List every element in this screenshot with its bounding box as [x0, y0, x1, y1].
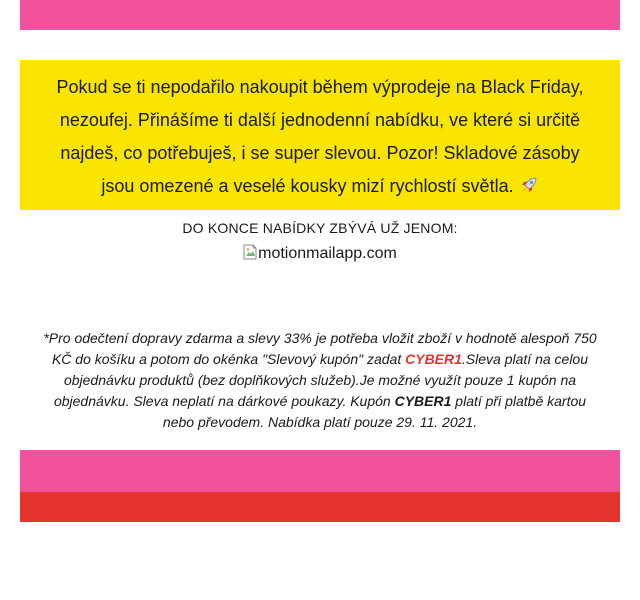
bottom-pink-banner	[20, 450, 620, 492]
coupon-code-red: CYBER1	[405, 351, 462, 367]
promo-text-block	[20, 60, 620, 210]
top-pink-banner	[20, 0, 620, 30]
coupon-code-bold: CYBER1	[394, 393, 452, 409]
promo-text: Pokud se ti nepodařilo nakoupit během výprodeje na Black Friday, nezoufej. Přinášíme ti další jednodenní nabídku, ve které si určitě najdeš, co potřebuješ, i se super slevou. Pozor! Skladové zásoby jsou omezené a veselé kousky mizí rychlostí světla.	[56, 77, 584, 196]
disclaimer-part2: .Sleva platí na celou objednávku produktů (bez doplňkových služeb).Je možné využít pouze 1 kupón na objednávku. Sleva neplatí na dárkové poukazy. Kupón	[53, 351, 589, 409]
disclaimer-part3: platí při platbě kartou nebo převodem. Nabídka platí pouze 29. 11. 2021.	[162, 393, 587, 430]
rocket-icon	[519, 173, 539, 193]
countdown-image-alt: motionmailapp.com	[258, 245, 397, 262]
disclaimer-text	[40, 328, 600, 433]
countdown-timer-image	[20, 244, 620, 263]
broken-image-icon	[243, 244, 257, 260]
countdown-label: DO KONCE NABÍDKY ZBÝVÁ UŽ JENOM:	[182, 220, 458, 236]
disclaimer-part1: *Pro odečtení dopravy zdarma a slevy 33% je potřeba vložit zboží v hodnotě alespoň 750 KČ do košíku a potom do okénka "Slevový kupón" zadat	[43, 330, 597, 367]
bottom-red-banner	[20, 492, 620, 522]
